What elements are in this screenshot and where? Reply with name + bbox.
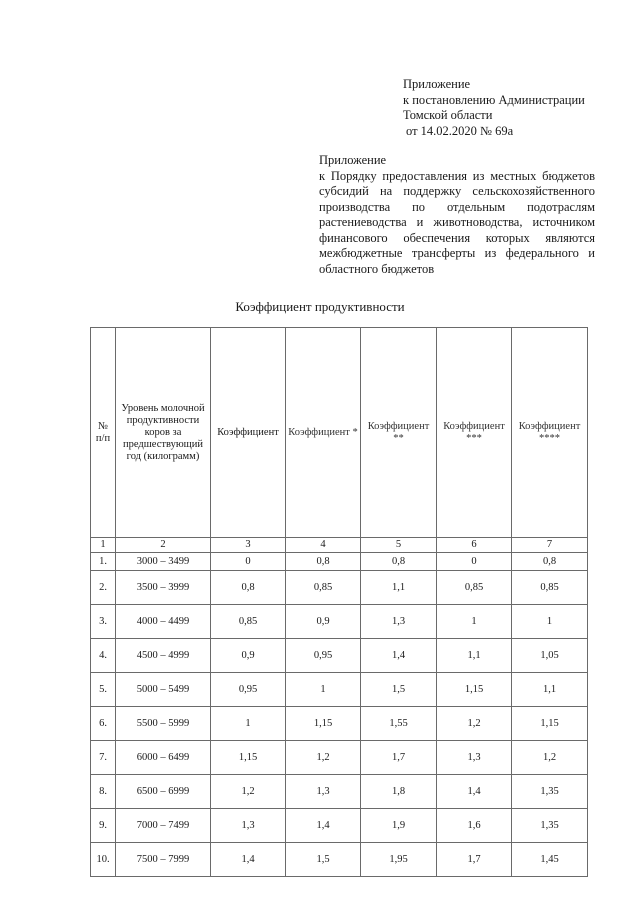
appendix-title: Приложение xyxy=(319,153,387,167)
table-cell: 4. xyxy=(91,639,116,673)
column-number: 1 xyxy=(91,538,116,553)
column-number: 4 xyxy=(286,538,361,553)
table-cell: 0,8 xyxy=(361,553,437,571)
table-cell: 6000 – 6499 xyxy=(116,741,211,775)
table-cell: 0,9 xyxy=(211,639,286,673)
table-cell: 1,4 xyxy=(286,809,361,843)
table-cell: 10. xyxy=(91,843,116,877)
table-cell: 1,3 xyxy=(437,741,512,775)
table-cell: 1,5 xyxy=(361,673,437,707)
table-cell: 1,95 xyxy=(361,843,437,877)
table-row xyxy=(91,809,588,843)
column-number: 3 xyxy=(211,538,286,553)
table-cell: 0,85 xyxy=(286,571,361,605)
column-number: 7 xyxy=(512,538,588,553)
table-row xyxy=(91,553,588,571)
column-number-row xyxy=(91,538,588,553)
table-cell: 1,3 xyxy=(211,809,286,843)
approval-line-3: Томской области xyxy=(403,108,493,122)
table-cell: 1,15 xyxy=(437,673,512,707)
table-cell: 3. xyxy=(91,605,116,639)
table-cell: 1,15 xyxy=(211,741,286,775)
table-cell: 0 xyxy=(211,553,286,571)
table-cell: 1,55 xyxy=(361,707,437,741)
table-header-row xyxy=(91,328,588,538)
table-cell: 7500 – 7999 xyxy=(116,843,211,877)
table-cell: 1,4 xyxy=(361,639,437,673)
table-cell: 1 xyxy=(512,605,588,639)
table-cell: 1,6 xyxy=(437,809,512,843)
table-cell: 2. xyxy=(91,571,116,605)
table-cell: 1. xyxy=(91,553,116,571)
table-cell: 1,4 xyxy=(211,843,286,877)
table-cell: 1,35 xyxy=(512,809,588,843)
document-title: Коэффициент продуктивности xyxy=(235,299,405,314)
column-number: 6 xyxy=(437,538,512,553)
table-cell: 5. xyxy=(91,673,116,707)
table-row xyxy=(91,639,588,673)
table-cell: 1,2 xyxy=(512,741,588,775)
table-row xyxy=(91,707,588,741)
table-cell: 8. xyxy=(91,775,116,809)
coefficient-table xyxy=(90,327,588,877)
approval-line-2: к постановлению Администрации xyxy=(403,92,585,107)
appendix-description: к Порядку предоставления из местных бюджетов субсидий на поддержку сельскохозяйственного производства по отдельным подотраслям растениеводства и животноводства, источником финансового обеспечения которых являются межбюджетные трансферты из федерального и областного бюджетов xyxy=(319,168,595,276)
table-cell: 4000 – 4499 xyxy=(116,605,211,639)
table-cell: 1,4 xyxy=(437,775,512,809)
header-cell-number: № п/п xyxy=(91,328,116,538)
table-cell: 1,45 xyxy=(512,843,588,877)
table-row xyxy=(91,775,588,809)
table-cell: 0,8 xyxy=(211,571,286,605)
table-cell: 0,95 xyxy=(286,639,361,673)
table-cell: 1,1 xyxy=(512,673,588,707)
table-cell: 4500 – 4999 xyxy=(116,639,211,673)
table-cell: 1 xyxy=(437,605,512,639)
table-cell: 1,15 xyxy=(512,707,588,741)
table-cell: 7000 – 7499 xyxy=(116,809,211,843)
table-cell: 1,35 xyxy=(512,775,588,809)
table-cell: 1 xyxy=(286,673,361,707)
table-cell: 0,8 xyxy=(512,553,588,571)
header-cell-coef-4: Коэффициент **** xyxy=(512,328,588,538)
table-cell: 0,95 xyxy=(211,673,286,707)
table-cell: 5500 – 5999 xyxy=(116,707,211,741)
table-cell: 9. xyxy=(91,809,116,843)
header-cell-coef-1: Коэффициент * xyxy=(286,328,361,538)
approval-header xyxy=(403,77,603,139)
table-row xyxy=(91,571,588,605)
header-cell-coef-2: Коэффициент ** xyxy=(361,328,437,538)
table-cell: 1,1 xyxy=(437,639,512,673)
table-cell: 6500 – 6999 xyxy=(116,775,211,809)
table-cell: 1,5 xyxy=(286,843,361,877)
table-cell: 1,9 xyxy=(361,809,437,843)
appendix-header xyxy=(319,153,595,277)
table-cell: 0,85 xyxy=(512,571,588,605)
table-cell: 1,8 xyxy=(361,775,437,809)
table-cell: 1,1 xyxy=(361,571,437,605)
table-cell: 3500 – 3999 xyxy=(116,571,211,605)
header-cell-coef: Коэффициент xyxy=(211,328,286,538)
table-cell: 1,2 xyxy=(286,741,361,775)
table-cell: 1,3 xyxy=(286,775,361,809)
table-cell: 0 xyxy=(437,553,512,571)
table-cell: 1,7 xyxy=(361,741,437,775)
table-row xyxy=(91,741,588,775)
header-cell-coef-3: Коэффициент *** xyxy=(437,328,512,538)
table-row xyxy=(91,843,588,877)
table-cell: 1,7 xyxy=(437,843,512,877)
table-row xyxy=(91,673,588,707)
table-cell: 1,2 xyxy=(211,775,286,809)
column-number: 2 xyxy=(116,538,211,553)
table-cell: 0,85 xyxy=(211,605,286,639)
table-cell: 1 xyxy=(211,707,286,741)
table-cell: 0,85 xyxy=(437,571,512,605)
table-body xyxy=(91,553,588,877)
column-number: 5 xyxy=(361,538,437,553)
table-cell: 1,15 xyxy=(286,707,361,741)
table-cell: 3000 – 3499 xyxy=(116,553,211,571)
table-cell: 7. xyxy=(91,741,116,775)
table-cell: 1,05 xyxy=(512,639,588,673)
table-cell: 6. xyxy=(91,707,116,741)
table-cell: 1,2 xyxy=(437,707,512,741)
approval-line-1: Приложение xyxy=(403,77,471,91)
table-cell: 1,3 xyxy=(361,605,437,639)
approval-line-4: от 14.02.2020 № 69а xyxy=(406,123,514,138)
header-cell-level: Уровень молочной продуктивности коров за предшествующий год (килограмм) xyxy=(116,328,211,538)
table-row xyxy=(91,605,588,639)
table-cell: 0,8 xyxy=(286,553,361,571)
table-cell: 0,9 xyxy=(286,605,361,639)
table-cell: 5000 – 5499 xyxy=(116,673,211,707)
